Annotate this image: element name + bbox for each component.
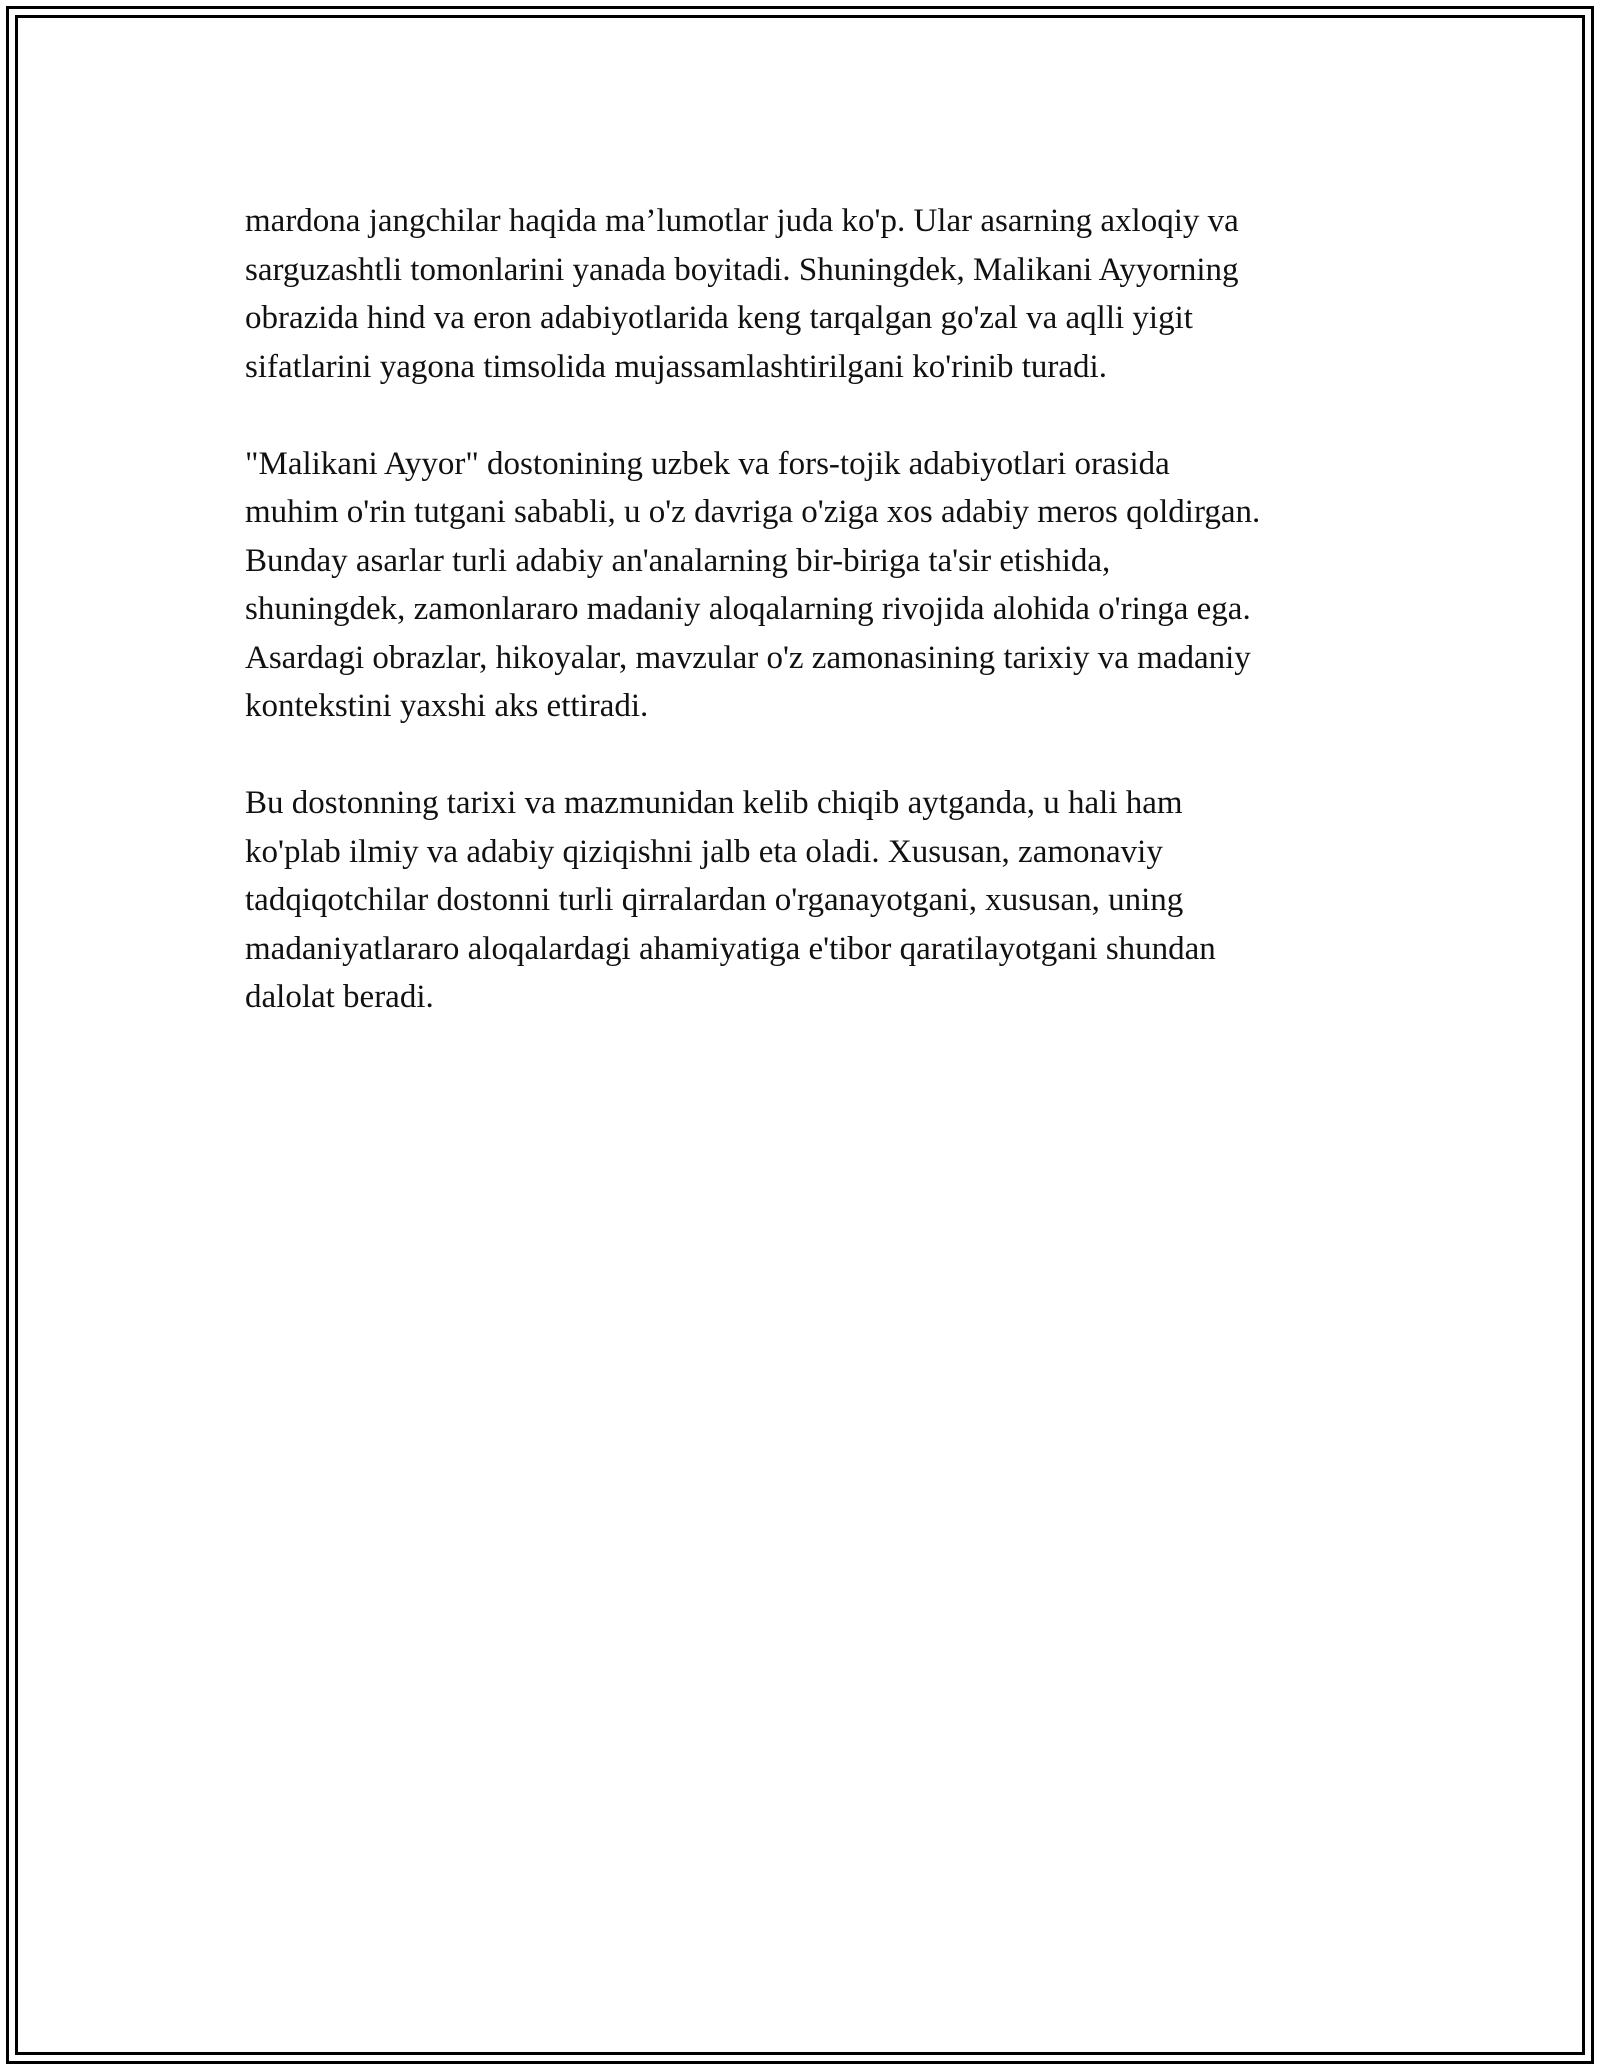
text-line: "Malikani Ayyor" dostonining uzbek va fors-tojik adabiyotlari orasida bbox=[245, 445, 1170, 482]
text-line: madaniyatlararo aloqalardagi ahamiyatiga e'tibor qaratilayotgani shundan bbox=[245, 930, 1216, 967]
text-line: Bunday asarlar turli adabiy an'analarning bir-biriga ta'sir etishida, bbox=[245, 542, 1111, 579]
text-line: dalolat beradi. bbox=[245, 979, 434, 1015]
text-line: Bu dostonning tarixi va mazmunidan kelib chiqib aytganda, u hali ham bbox=[245, 785, 1183, 821]
paragraph-3 bbox=[245, 779, 1395, 1022]
text-line: Asardagi obrazlar, hikoyalar, mavzular o'z zamonasining tarixiy va madaniy bbox=[245, 639, 1251, 676]
paragraph-1 bbox=[245, 197, 1395, 391]
text-line: kontekstini yaxshi aks ettiradi. bbox=[245, 688, 649, 724]
page-border bbox=[6, 6, 1594, 2064]
paragraph-2 bbox=[245, 440, 1395, 731]
document-body bbox=[245, 197, 1395, 1070]
text-line: muhim o'rin tutgani sababli, u o'z davriga o'ziga xos adabiy meros qoldirgan. bbox=[245, 494, 1261, 530]
text-line: mardona jangchilar haqida ma’lumotlar juda ko'p. Ular asarning axloqiy va bbox=[245, 203, 1239, 239]
text-line: shuningdek, zamonlararo madaniy aloqalarning rivojida alohida o'ringa ega. bbox=[245, 591, 1251, 627]
text-line: sifatlarini yagona timsolida mujassamlashtirilgani ko'rinib turadi. bbox=[245, 348, 1107, 385]
text-line: ko'plab ilmiy va adabiy qiziqishni jalb eta oladi. Xususan, zamonaviy bbox=[245, 833, 1163, 870]
text-line: obrazida hind va eron adabiyotlarida keng tarqalgan go'zal va aqlli yigit bbox=[245, 300, 1193, 336]
text-line: sarguzashtli tomonlarini yanada boyitadi. Shuningdek, Malikani Ayyorning bbox=[245, 251, 1239, 288]
text-line: tadqiqotchilar dostonni turli qirralardan o'rganayotgani, xususan, uning bbox=[245, 882, 1184, 918]
